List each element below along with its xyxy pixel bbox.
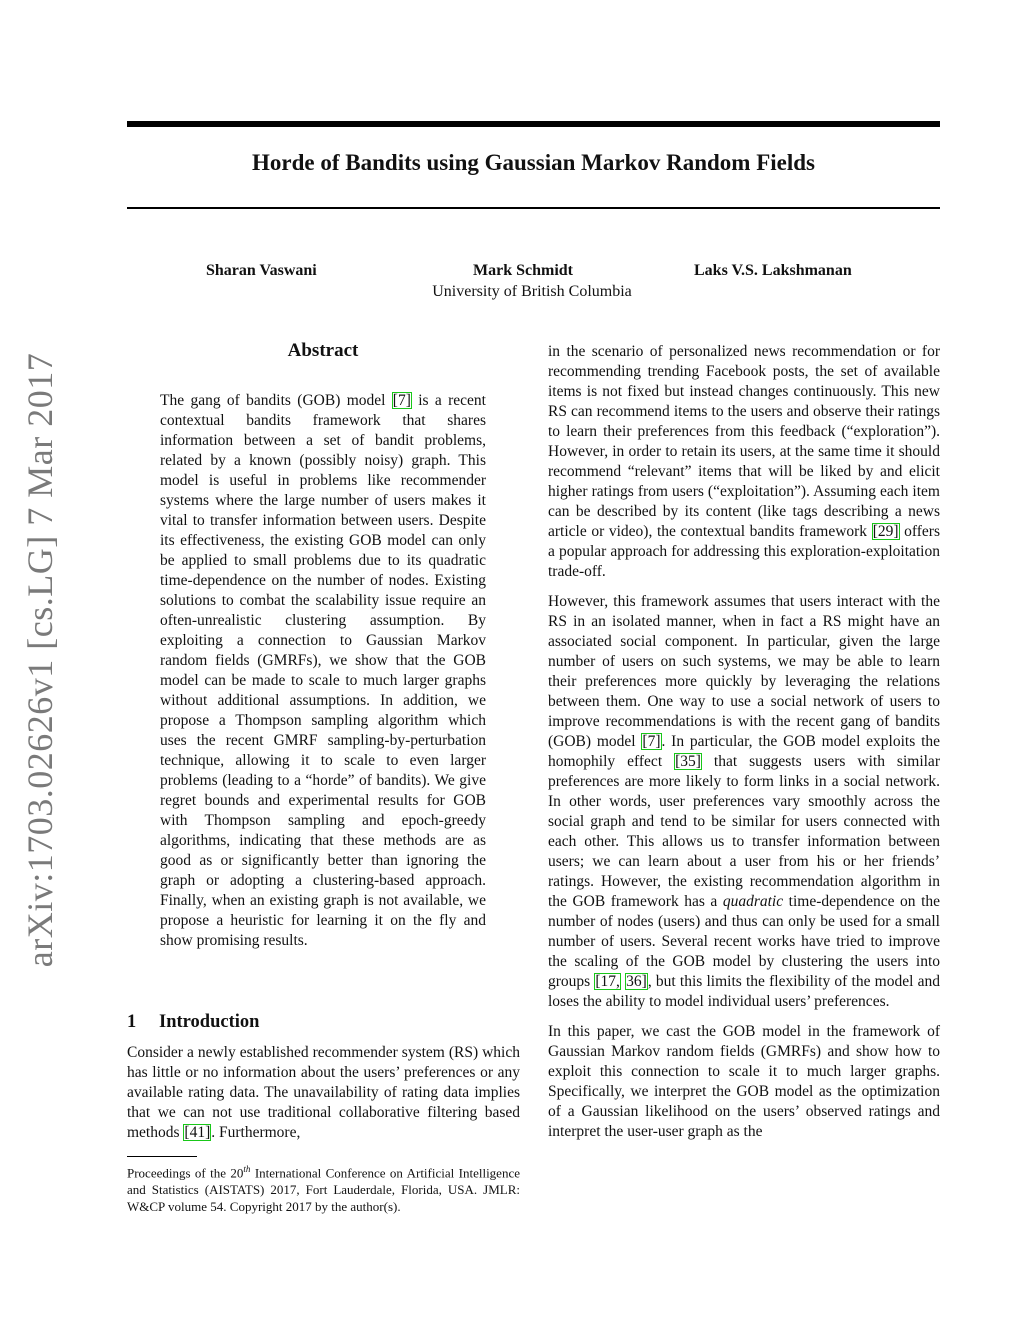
citation-link[interactable]: [7] <box>642 733 661 750</box>
section-number: 1 <box>127 1012 137 1032</box>
arxiv-identifier: arXiv:1703.02626v1 [cs.LG] 7 Mar 2017 <box>20 352 60 968</box>
abstract-heading: Abstract <box>287 340 359 361</box>
title-rule-top <box>127 121 940 127</box>
author-name: Sharan Vaswani <box>206 262 317 279</box>
citation-link[interactable]: [41] <box>184 1124 211 1141</box>
arxiv-stamp <box>10 350 70 970</box>
body-paragraph: In this paper, we cast the GOB model in the framework of Gaussian Markov random fields (GMRFs) and show how to exploit this connection to scale it to much larger graphs. Specifically, we interpret the GOB model as the optimization of a Gaussian likelihood on the users’ observed ratings and interpret the user-user graph as the <box>548 1023 940 1140</box>
title-rule-bottom <box>127 207 940 209</box>
citation-link[interactable]: [29] <box>872 523 899 540</box>
paper-title: Horde of Bandits using Gaussian Markov Random Fields <box>252 150 815 175</box>
abstract-body: The gang of bandits (GOB) model [7] is a recent contextual bandits framework that shares information between a set of bandit problems, related by a known (possibly noisy) graph. This model is useful in problems like recommender systems where the large number of users makes it vital to transfer information between users. Despite its effectiveness, the existing GOB model can only be applied to small problems due to its quadratic time-dependence on the number of nodes. Existing solutions to combat the scalability issue require an often-unrealistic clustering assumption. By exploiting a connection to Gaussian Markov random fields (GMRFs), we show that the GOB model can be made to scale to much larger graphs without additional assumptions. In addition, we propose a Thompson sampling algorithm which uses the recent GMRF sampling-by-perturbation technique, allowing it to scale to even larger problems (leading to a “horde” of bandits). We give regret bounds and experimental results for GOB with Thompson sampling and epoch-greedy algorithms, indicating that these methods are as good as or significantly better than ignoring the graph or adopting a clustering-based approach. Finally, when an existing graph is not available, we propose a heuristic for learning it on the fly and show promising results. <box>160 392 486 949</box>
right-column <box>548 342 940 1152</box>
section-heading-introduction <box>127 1012 520 1033</box>
citation-link[interactable]: [35] <box>675 753 701 770</box>
citation-link[interactable]: [17, <box>595 973 620 990</box>
affiliation: University of British Columbia <box>432 283 632 300</box>
author-name: Laks V.S. Lakshmanan <box>694 262 852 279</box>
footnote-rule <box>127 1156 197 1157</box>
author-name: Mark Schmidt <box>473 262 573 279</box>
citation-link[interactable]: [7] <box>392 392 411 409</box>
author-block <box>127 262 940 312</box>
citation-link[interactable]: 36] <box>626 973 647 990</box>
body-paragraph: However, this framework assumes that users interact with the RS in an isolated manner, when in fact a RS might have an associated social component. In particular, given the large number of users on such systems, we may be able to learn their preferences more quickly by leveraging the relations between them. One way to use a social network of users to improve recommendations is with the recent gang of bandits (GOB) model [7]. In particular, the GOB model exploits the homophily effect [35] that suggests users with similar preferences are more likely to form links in a social network. In other words, user preferences vary smoothly across the social graph and tend to be similar for users connected with each other. This allows us to transfer information between users; we can learn about a user from his or her friends’ ratings. However, the existing recommendation algorithm in the GOB framework has a quadratic time-dependence on the number of nodes (users) and thus can only be used for a small number of users. Several recent works have tried to improve the scaling of the GOB model by clustering the users into groups [17, 36], but this limits the flexibility of the model and loses the ability to model individual users’ preferences. <box>548 593 941 1010</box>
footnote: Proceedings of the 20th International Conference on Artificial Intelligence and Statistics (AISTATS) 2017, Fort Lauderdale, Florida, USA. JMLR: W&CP volume 54. Copyright 2017 by the author(s). <box>127 1164 520 1215</box>
intro-paragraph: Consider a newly established recommender system (RS) which has little or no information about the users’ preferences or any available rating data. The unavailability of rating data implies that we can not use traditional collaborative filtering based methods [41]. Furthermore, <box>127 1044 520 1141</box>
body-paragraph: in the scenario of personalized news recommendation or for recommending trending Facebook posts, the set of available items is not fixed but instead changes continuously. This new RS can recommend items to the users and observe their ratings to learn their preferences from this feedback (“exploration”). However, in order to retain its users, at the same time it should recommend “relevant” items that will be liked by and elicit higher ratings from users (“exploitation”). Assuming each item can be described by its content (like tags describing a news article or video), the contextual bandits framework [29] offers a popular approach for addressing this exploration-exploitation trade-off. <box>548 343 940 580</box>
section-title: Introduction <box>159 1012 260 1032</box>
